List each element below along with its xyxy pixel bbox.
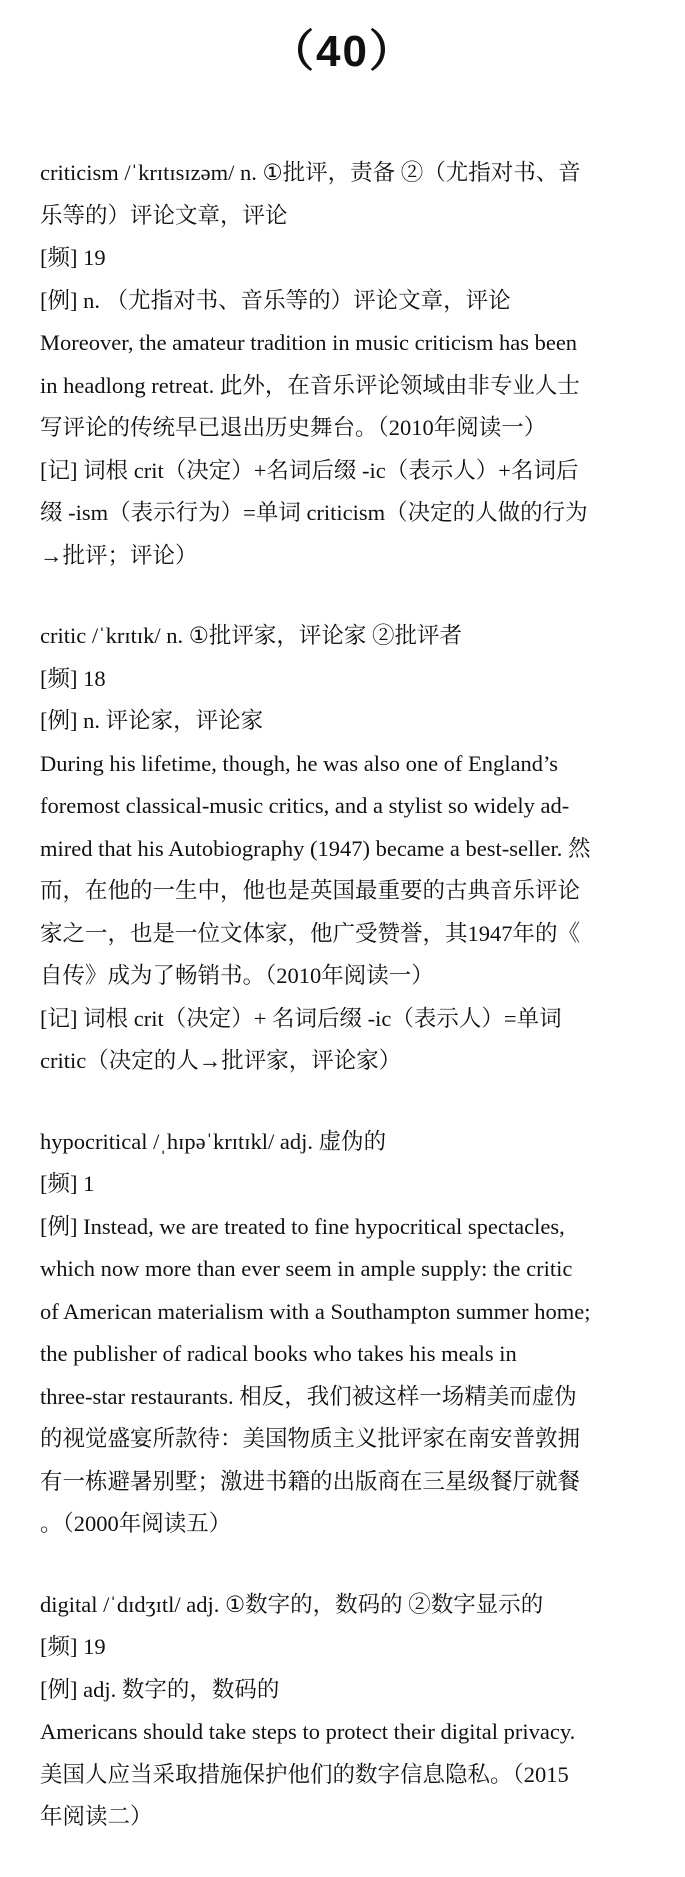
example-text-line: [例] Instead, we are treated to fine hypocritical spectacles, [40,1213,565,1239]
entry-critic [40,615,650,1083]
vocabulary-list [40,152,650,1877]
example-translation-line: 美国人应当采取措施保护他们的数字信息隐私。（2015 [40,1761,569,1787]
entry-hypocritical [40,1121,650,1546]
example-text-line: Moreover, the amateur tradition in music criticism has been [40,330,578,355]
example-label-line: [例] adj. 数字的，数码的 [40,1676,280,1702]
frequency-line: [频] 18 [40,665,106,691]
entry-criticism [40,152,650,577]
entry-digital [40,1584,650,1839]
example-text-line: mired that his Autobiography (1947) became a best-seller. 然 [40,835,591,861]
definition-line: 乐等的）评论文章，评论 [40,202,288,228]
example-translation-line: 自传》成为了畅销书。（2010年阅读一） [40,963,434,988]
frequency-line: [频] 19 [40,245,106,270]
example-text-line: During his lifetime, though, he was also one of England’s [40,750,559,776]
example-text-line: Americans should take steps to protect their digital privacy. [40,1719,576,1744]
frequency-line: [频] 19 [40,1634,106,1659]
memory-note-line: 缀 -ism（表示行为）=单词 criticism（决定的人做的行为 [40,500,588,525]
memory-note-line: critic（决定的人→批评家，评论家） [40,1048,402,1073]
example-translation-line: 家之一，也是一位文体家，他广受赞誉，其1947年的《 [40,920,581,946]
memory-note-line: [记] 词根 crit（决定）+ 名词后缀 -ic（表示人）=单词 [40,1005,562,1031]
example-text-line: which now more than ever seem in ample supply: the critic [40,1256,573,1281]
example-translation-line: 有一栋避暑别墅；激进书籍的出版商在三星级餐厅就餐 [40,1468,581,1494]
example-text-line: foremost classical-music critics, and a stylist so widely ad- [40,793,570,818]
example-text-line: three-star restaurants. 相反，我们被这样一场精美而虚伪 [40,1383,577,1409]
memory-note-line: →批评；评论） [40,542,198,568]
headword-line: digital /ˈdɪdʒɪtl/ adj. ①数字的，数码的 ②数字显示的 [40,1591,544,1617]
example-label-line: [例] n. 评论家，评论家 [40,708,264,733]
example-translation-line: 。（2000年阅读五） [40,1511,232,1536]
example-text-line: the publisher of radical books who takes his meals in [40,1341,517,1366]
example-translation-line: 年阅读二） [40,1804,153,1829]
example-translation-line: 而，在他的一生中，他也是英国最重要的古典音乐评论 [40,878,581,903]
example-label-line: [例] n. （尤指对书、音乐等的）评论文章，评论 [40,287,511,313]
example-translation-line: 的视觉盛宴所款待：美国物质主义批评家在南安普敦拥 [40,1426,581,1451]
example-text-line: of American materialism with a Southampton summer home; [40,1298,591,1324]
frequency-line: [频] 1 [40,1171,95,1196]
headword-line: hypocritical /ˌhɪpəˈkrɪtɪkl/ adj. 虚伪的 [40,1128,387,1154]
page-title: （40） [270,27,415,76]
headword-line: critic /ˈkrɪtɪk/ n. ①批评家，评论家 ②批评者 [40,623,463,648]
memory-note-line: [记] 词根 crit（决定）+名词后缀 -ic（表示人）+名词后 [40,457,579,483]
headword-line: criticism /ˈkrɪtɪsɪzəm/ n. ①批评，责备 ②（尤指对书、音 [40,160,581,185]
example-text-line: in headlong retreat. 此外，在音乐评论领域由非专业人士 [40,372,580,398]
example-translation-line: 写评论的传统早已退出历史舞台。（2010年阅读一） [40,415,547,440]
